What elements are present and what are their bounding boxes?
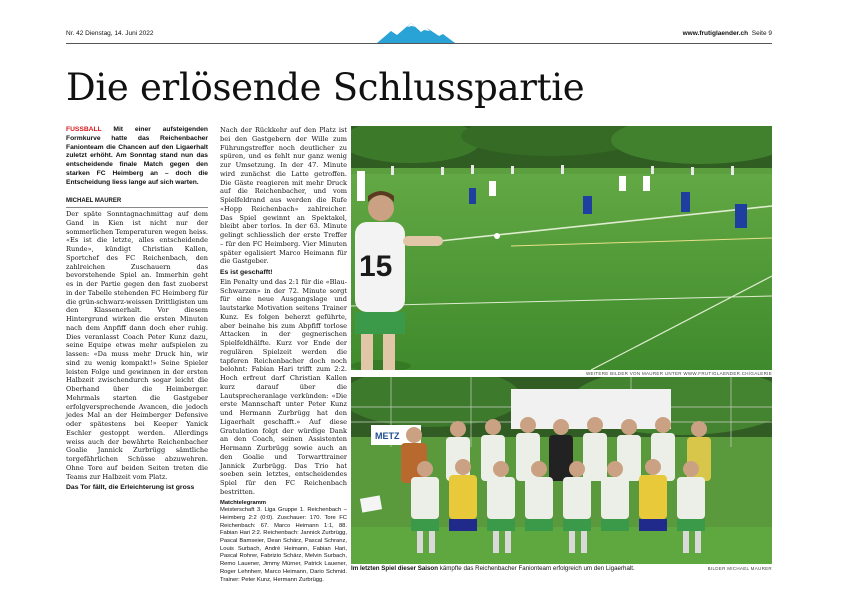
- article-byline: MICHAEL MAURER: [66, 197, 208, 208]
- article-column-1: [66, 126, 208, 493]
- subheading-2: Es ist geschafft!: [220, 269, 273, 276]
- mountain-logo-icon: [377, 22, 455, 44]
- lead-text: Mit einer aufsteigenden Formkurve hatte das Reichenbacher Fanionteam die Chancen auf den Ligaerhalt zuletzt erhöht. Am Sonntag stand nun das entscheidende finale Match gegen den starken FC Heimberg an – doch die Entscheidung liess lange auf sich warten.: [66, 126, 208, 186]
- header-rule: [66, 43, 772, 44]
- article-column-2: [220, 126, 347, 584]
- team-photo: [351, 377, 772, 564]
- team-photo-caption: [351, 565, 671, 573]
- article-kicker: FUSSBALL: [66, 126, 102, 133]
- photo-credit-1: WEITERE BILDER VON MAURER UNTER WWW.FRUTIGLAENDER.CH/GALERIE: [585, 371, 772, 376]
- match-telegram-text: Meisterschaft 3. Liga Gruppe 1. Reichenbach – Heimberg 2:2 (0:0). Zuschauer: 170. Tore FC Reichenbach: 67. Marco Heimann 1:1, 88. Fabian Hari 2:2. Reichenbach: Jannick Zurbrügg, Pascal Bamseier, Dean Schärz, Pascal Schranz, Louis Surbach, André Heimann, Fabian Hari, Pascal Rohrer, Fabrizio Schärz, Melvin Surbach, Remo Lauener, Jimmy Mürner, Patrick Lauener, Roger Lehnherr, Marco Heimann, Dario Schmid. Trainer: Peter Kunz, Hermann Zurbrügg.: [220, 507, 347, 583]
- article-paragraph-2: Nach der Rückkehr auf den Platz ist bei den Gastgebern der Wille zum Führungstreffer noch deutlicher zu spüren, und es fehlt nur ganz wenig zur Umsetzung. In der 47. Minute wird zunächst die Latte getroffen. Die Gäste reagieren mit mehr Druck auf die Reichenbacher, und vom Spielfeldrand aus werden die Rufe «Hopp Reichenbach» zahlreicher. Das Spiel gewinnt an Spektakel, bleibt aber torlos. In der 63. Minute gelingt schliesslich der erste Treffer – für den FC Heimberg. Vier Minuten später egalisiert Marco Heimann für die Gastgeber.: [220, 126, 347, 266]
- caption-text: kämpfte das Reichenbacher Fanionteam erfolgreich um den Ligaerhalt.: [438, 565, 635, 572]
- match-telegram-title: Matchtelegramm: [220, 499, 267, 506]
- article-headline: Die erlösende Schlusspartie: [66, 66, 585, 109]
- match-telegram: [220, 500, 347, 585]
- photo-credit-2: BILDER MICHAEL MAURER: [707, 566, 772, 571]
- article-lead: [66, 126, 208, 187]
- caption-bold: Im letzten Spiel dieser Saison: [351, 565, 438, 572]
- site-and-page: [683, 30, 772, 37]
- issue-date: Nr. 42 Dienstag, 14. Juni 2022: [66, 30, 154, 37]
- match-action-photo: [351, 126, 772, 370]
- subheading-1: Das Tor fällt, die Erleichterung ist gross: [66, 484, 195, 492]
- site-url: www.frutiglaender.ch: [682, 30, 749, 37]
- jersey-number: 15: [359, 250, 393, 283]
- banner-text: METZ: [375, 431, 400, 441]
- article-paragraph-3: Ein Penalty und das 2:1 für die «Blau-Schwarzen» in der 72. Minute sorgt für eine neue Ausgangslage und lautstarke Motivation seitens Trainer Kunz. Es folgen beherzt geführte, aber beinahe bis zum Abpfiff torlose Attacken in der gegnerischen Spielfeldhälfte. Kurz vor Ende der regulären Spielzeit werden die tapferen Reichenbacher doch noch belohnt: Fabian Hari trifft zum 2:2. Hoch erfreut darf Christian Kallen kurz darauf über die Lautsprecheranlage verkünden: «Die erste Mannschaft unter Peter Kunz und Hermann Zurbrügg hat den Ligaerhalt geschafft.» Auf diese Gratulation folgt der würdige Dank an den Coach, seinen Assistenten Hermann Zurbrügg sowie auch an den Goalie und Torwarttrainer Jannick Zurbrügg. Das Trio hat soeben sein letztes, entscheidendes Spiel für den FC Reichenbach bestritten.: [220, 277, 347, 496]
- page-number: Seite 9: [751, 30, 772, 37]
- article-paragraph-1: Der späte Sonntagnachmittag auf dem Gand in Kien ist nicht nur der sommerlichen Temperaturen wegen heiss. «Es ist die letzte, alles entscheidende Runde», kündigt Christian Kallen, Sportchef des FC Reichenbach, den zahlreichen Zuschauern das bevorstehende Spiel an. Immerhin geht es in der Partie gegen den fast zuoberst in der Tabelle stehenden FC Heimberg für die grün-schwarz-weissen Drittligisten um den Klassenerhalt. Vor diesem Hintergrund wirken die ersten Minuten nach dem Anpfiff dann doch eher ruhig. Dies veranlasst Coach Peter Kunz dazu, seine Equipe etwas mehr aufspielen zu lassen: «Da muss mehr Druck hin, wir sind zu wenig kompakt!» Seine Spieler leisten Folge und gewinnen in der ersten Halbzeit zwischendurch sogar leicht die Oberhand über die Heimberger. Mehrmals starten die Gastgeber erfolgversprechende Avancen, die jedoch jedes Mal an der Heimberger Defensive oder spätestens bei Keeper Yanick Eschler gestoppt werden. Allerdings weiss auch der bewährte Reichenbacher Goalie Jannick Zurbrügg sämtliche torgefährlichen Schüsse abzuwehren. Ohne Tore auf beiden Seiten treten die Teams zur Halbzeit vom Platz.: [66, 210, 209, 481]
